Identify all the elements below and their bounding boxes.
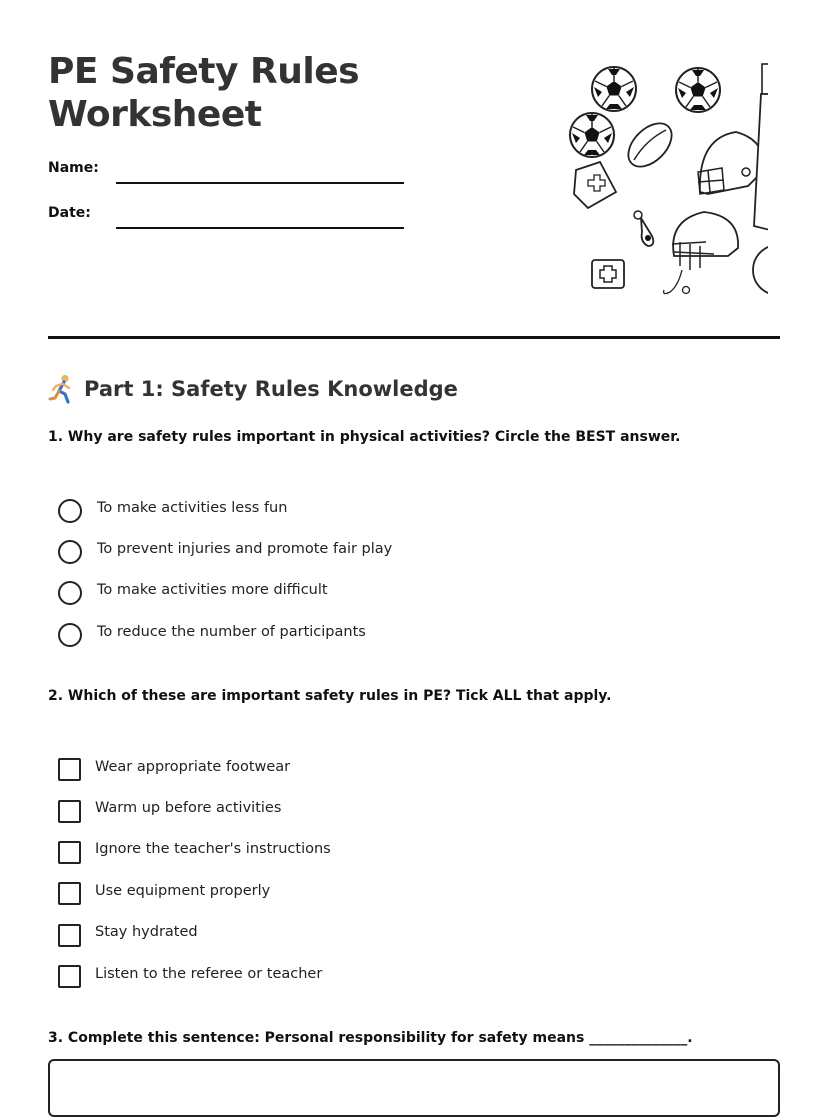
- rugby-ball-icon: [620, 115, 679, 174]
- title-line-2: Worksheet: [48, 94, 262, 135]
- checkbox[interactable]: [58, 965, 81, 988]
- date-label: Date:: [48, 205, 91, 221]
- checkbox-option[interactable]: [58, 956, 331, 997]
- checkbox-option[interactable]: [58, 749, 331, 790]
- option-label: Listen to the referee or teacher: [95, 965, 323, 982]
- checkbox-option[interactable]: [58, 832, 331, 873]
- radio-option[interactable]: [58, 531, 392, 572]
- first-aid-kit-icon: [574, 162, 616, 208]
- option-label: Use equipment properly: [95, 882, 271, 899]
- first-aid-kit-icon: [592, 260, 624, 288]
- checkbox[interactable]: [58, 800, 81, 823]
- radio-circle[interactable]: [58, 623, 82, 647]
- name-field[interactable]: [48, 160, 408, 188]
- radio-circle[interactable]: [58, 540, 82, 564]
- checkbox[interactable]: [58, 924, 81, 947]
- name-line[interactable]: [116, 182, 404, 184]
- question-1-options: [58, 490, 392, 656]
- option-label: Ignore the teacher's instructions: [95, 841, 331, 858]
- checkbox-option[interactable]: [58, 873, 331, 914]
- soccer-ball-icon: [676, 68, 720, 112]
- name-label: Name:: [48, 160, 99, 176]
- option-label: To make activities more difficult: [97, 582, 328, 599]
- part1-title: Part 1: Safety Rules Knowledge: [84, 377, 458, 401]
- question-2: 2. Which of these are important safety rules in PE? Tick ALL that apply.: [48, 688, 612, 704]
- title-line-1: PE Safety Rules: [48, 51, 360, 92]
- radio-circle[interactable]: [58, 499, 82, 523]
- checkbox-option[interactable]: [58, 915, 331, 956]
- question-2-options: [58, 749, 331, 997]
- date-line[interactable]: [116, 227, 404, 229]
- radio-circle[interactable]: [58, 581, 82, 605]
- option-label: Warm up before activities: [95, 800, 282, 817]
- checkbox-option[interactable]: [58, 790, 331, 831]
- helmet-icon: [664, 212, 739, 294]
- whistle-icon: [634, 211, 653, 246]
- worksheet-page: [48, 0, 780, 1118]
- sports-equipment-illustration: [518, 60, 768, 305]
- radio-option[interactable]: [58, 614, 392, 655]
- option-label: To prevent injuries and promote fair play: [97, 541, 393, 558]
- option-label: Stay hydrated: [95, 924, 198, 941]
- option-label: To reduce the number of participants: [97, 623, 366, 640]
- question-1: 1. Why are safety rules important in physical activities? Circle the BEST answer.: [48, 429, 681, 445]
- part1-heading: [48, 374, 458, 404]
- header-divider: [48, 336, 780, 339]
- first-aid-kit-icon: [753, 245, 768, 295]
- radio-option[interactable]: [58, 490, 392, 531]
- checkbox[interactable]: [58, 758, 81, 781]
- checkbox[interactable]: [58, 841, 81, 864]
- question-3: 3. Complete this sentence: Personal responsibility for safety means ______________.: [48, 1030, 693, 1046]
- soccer-ball-icon: [570, 113, 614, 157]
- option-label: Wear appropriate footwear: [95, 758, 291, 775]
- radio-option[interactable]: [58, 573, 392, 614]
- checkbox[interactable]: [58, 882, 81, 905]
- answer-box[interactable]: [48, 1059, 780, 1117]
- runner-icon: [48, 374, 74, 404]
- option-label: To make activities less fun: [97, 499, 288, 516]
- worksheet-title: [48, 50, 359, 136]
- soccer-ball-icon: [592, 67, 636, 111]
- date-field[interactable]: [48, 205, 408, 233]
- helmet-icon: [698, 132, 764, 194]
